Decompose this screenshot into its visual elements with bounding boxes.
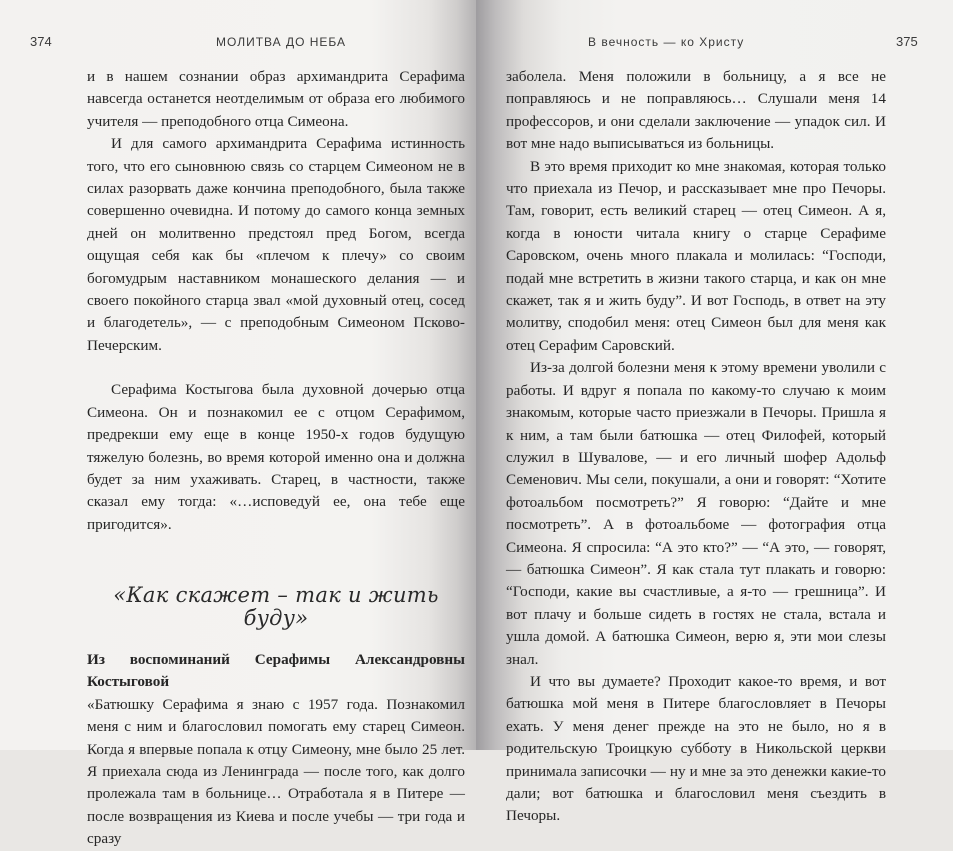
running-head-right: В вечность — ко Христу [588, 35, 745, 49]
page-number-right: 375 [896, 34, 918, 49]
paragraph: «Батюшку Серафима я знаю с 1957 года. Познакомил меня с ним и благословил помогать ему старец Симеон. Когда я впервые попала к отцу Симеону, мне было 25 лет. Я приехала сюда из Ленинграда — после того, как долго пролежала там в больнице… Отработала я в Питере — после возвращения из Киева и после учебы — три года и сразу [87, 695, 465, 848]
paragraph: Серафима Костыгова была духовной дочерью отца Симеона. Он и познакомил ее с отцом Серафимом, предрекши ему еще в конце 1950-х годов будущую тяжелую болезнь, во время которой именно она и должна будет за ним ухаживать. Старец, в частности, также сказал ему тогда: «…исповедуй ее, она тебе еще пригодится». [87, 381, 465, 533]
paragraph: И для самого архимандрита Серафима истинность того, что его сыновнюю связь со старцем Симеоном не в силах разорвать даже кончина преподобного, была также совершенно очевидна. И потому до самого конца земных дней он молитвенно предстоял пред Богом, всегда ощущая себя как бы «плечом к плечу» со своим богомудрым наставником монашеского делания — и своего покойного старца звал «мой духовный отец, сосед и благодетель», — с преподобным Симеоном Псково-Печерским. [87, 135, 465, 354]
left-page-text [87, 66, 465, 851]
paragraph: заболела. Меня положили в больницу, а я все не поправляюсь и не поправляюсь… Слушали меня 14 профессоров, и они сделали заключение — упадок сил. И вот мне надо выписываться из больницы. [506, 68, 886, 153]
paragraph: В это время приходит ко мне знакомая, которая только что приехала из Печор, и рассказывает мне про Печоры. Там, говорит, есть великий старец — отец Симеон. А я, когда в юности читала книгу о старце Серафиме Саровском, очень много плакала и молилась: “Господи, подай мне встретить в жизни такого старца, и как он мне скажет, так я и жить буду”. И вот Господь, в ответ на эту молитву, сподобил меня: отец Симеон был для меня как отец Серафим Саровский. [506, 157, 886, 354]
paragraph: и в нашем сознании образ архимандрита Серафима навсегда останется неотделимым от образа его любимого учителя — преподобного отца Симеона. [87, 68, 465, 130]
running-head-left: МОЛИТВА ДО НЕБА [216, 35, 347, 49]
subheading: Из воспоминаний Серафимы Александровны Костыговой [87, 650, 465, 691]
paragraph: И что вы думаете? Проходит какое-то время, и вот батюшка мой меня в Питере благословляет в Печоры ехать. У меня денег прежде на это не было, но я в родительскую Троицкую субботу в Никольской церкви принимала записочки — ну и мне за это денежки какие-то дали; вот батюшка и благословил меня съездить в Печоры. [506, 672, 886, 825]
right-page-text [506, 66, 886, 828]
paragraph: Из-за долгой болезни меня к этому времени уволили с работы. И вдруг я попала по какому-то случаю к моим знакомым, которые часто приезжали в Печоры. Пришла я к ним, а там были батюшка — отец Филофей, который служил в Шувалове, — и его личный шофер Адольф Семенович. Мы сели, покушали, а они и говорят: “Хотите фотоальбом посмотреть?” Я говорю: “Дайте и мне посмотреть”. А в фотоальбоме — фотография отца Симеона. Я спросила: “А это кто?” — “А это, — говорят, — батюшка Симеон”. Я как стала тут плакать и говорю: “Господи, какие вы счастливые, а я-то — грешница”. И вот плачу и больше сидеть в гостях не стала, встала и ушла домой. А батюшка Симеон, верю я, эти мои слезы знал. [506, 359, 886, 668]
page-number-left: 374 [30, 34, 52, 49]
section-title: «Как скажет – так и жить буду» [113, 583, 439, 630]
right-page [476, 0, 953, 825]
left-page [0, 0, 476, 848]
